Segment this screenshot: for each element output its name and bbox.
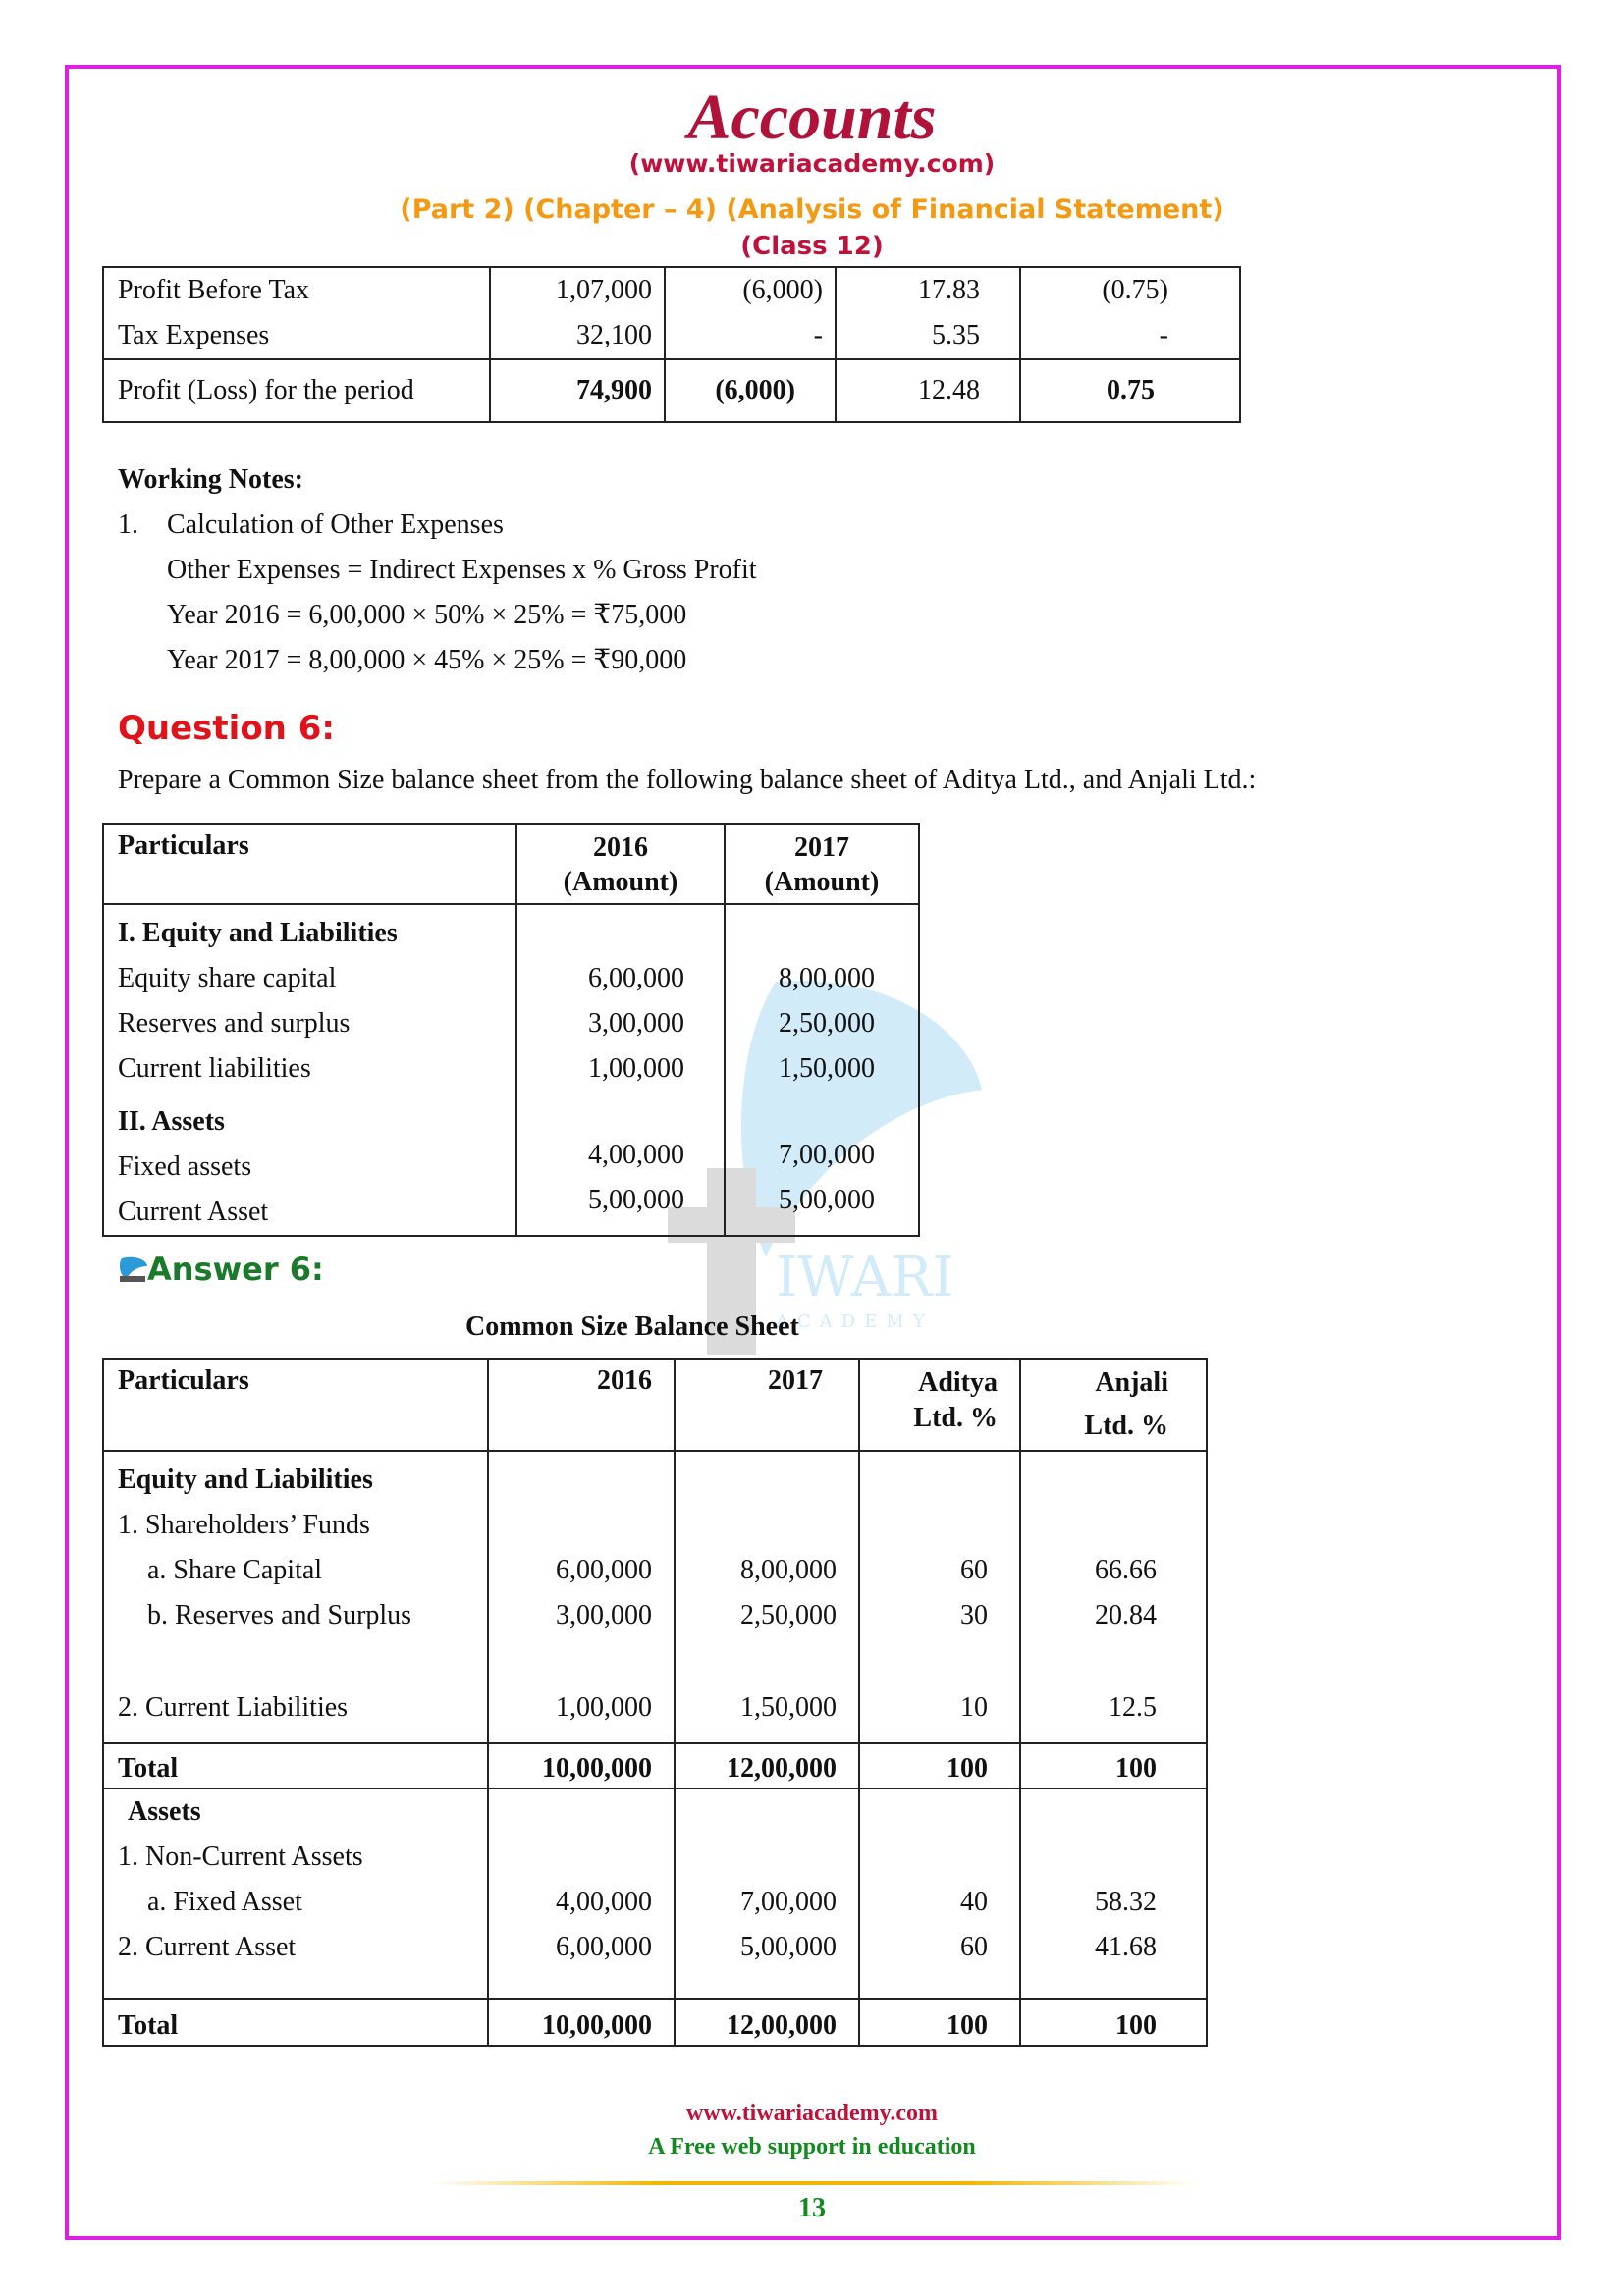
cell-value: 30 (960, 1600, 988, 1630)
cell-value: 6,00,000 (556, 1555, 652, 1585)
row-label: a. Share Capital (147, 1555, 323, 1585)
cell-value: 8,00,000 (779, 963, 875, 993)
table-row (103, 1789, 1207, 1999)
cell-value: - (1159, 320, 1168, 350)
cell-value: 17.83 (918, 275, 980, 305)
cell-value: 5,00,000 (779, 1185, 875, 1215)
row-label: Equity share capital (118, 963, 337, 993)
note-number: 1. (118, 509, 138, 540)
cell-value: 5,00,000 (740, 1932, 837, 1962)
header-particulars: Particulars (118, 830, 249, 861)
page-title: Accounts (687, 81, 937, 153)
cell-value: 58.32 (1095, 1887, 1157, 1917)
chapter-line: (Part 2) (Chapter – 4) (Analysis of Financial Statement) (400, 194, 1224, 225)
row-label: 1. Shareholders’ Funds (118, 1510, 370, 1540)
cell-value: 74,900 (576, 375, 652, 405)
row-label: Reserves and surplus (118, 1008, 351, 1039)
question-heading: Question 6: (118, 709, 335, 748)
row-label: Profit Before Tax (118, 275, 310, 305)
cell-value: 100 (947, 2010, 988, 2041)
table-row (103, 267, 1240, 359)
cell-value: 40 (960, 1887, 988, 1917)
cell-value: 3,00,000 (588, 1008, 684, 1039)
total-label: Total (118, 1753, 179, 1784)
cell-value: 1,07,000 (556, 275, 652, 305)
cell-value: 10,00,000 (542, 2010, 652, 2041)
header-amount: (Amount) (563, 867, 678, 897)
cell-value: 12,00,000 (727, 1753, 837, 1784)
footer-site-link[interactable]: www.tiwariacademy.com (686, 2101, 938, 2126)
footer-tagline: A Free web support in education (648, 2134, 976, 2160)
cell-value: 1,00,000 (588, 1053, 684, 1084)
header-percent: Ltd. % (913, 1403, 998, 1433)
header-year: 2017 (794, 832, 849, 863)
class-line: (Class 12) (740, 232, 884, 261)
cell-value: 60 (960, 1932, 988, 1962)
row-label: Tax Expenses (118, 320, 270, 350)
cell-value: 12,00,000 (727, 2010, 837, 2041)
question-text: Prepare a Common Size balance sheet from the following balance sheet of Aditya Ltd., and Anjali Ltd.: (118, 765, 1257, 795)
cell-value: 60 (960, 1555, 988, 1585)
row-label: Profit (Loss) for the period (118, 375, 414, 405)
cell-value: - (813, 320, 823, 350)
watermark-sub: ACADEMY (776, 1311, 934, 1332)
header-year: 2017 (768, 1365, 823, 1396)
note-line: Year 2017 = 8,00,000 × 45% × 25% = ₹90,000 (167, 645, 687, 675)
section-heading: Equity and Liabilities (118, 1465, 373, 1495)
cell-value: 1,50,000 (779, 1053, 875, 1084)
header-amount: (Amount) (764, 867, 880, 897)
row-label: 1. Non-Current Assets (118, 1842, 363, 1872)
cell-value: (0.75) (1102, 275, 1168, 305)
cell-value: 2,50,000 (779, 1008, 875, 1039)
note-line: Year 2016 = 6,00,000 × 50% × 25% = ₹75,000 (167, 600, 687, 630)
header-percent: Ltd. % (1084, 1411, 1168, 1441)
note-line: Calculation of Other Expenses (167, 509, 504, 540)
cell-value: 66.66 (1095, 1555, 1157, 1585)
table-row (103, 1451, 1207, 1743)
cell-value: 10 (960, 1692, 988, 1723)
cell-value: 8,00,000 (740, 1555, 837, 1585)
tiwari-logo-icon (116, 1255, 149, 1284)
section-heading: Assets (128, 1796, 201, 1827)
cell-value: 6,00,000 (588, 963, 684, 993)
table-header-row (103, 824, 919, 904)
page-number: 13 (798, 2193, 826, 2223)
cell-value: 100 (947, 1753, 988, 1784)
row-label: 2. Current Asset (118, 1932, 297, 1962)
cell-value: 41.68 (1095, 1932, 1157, 1962)
row-label: 2. Current Liabilities (118, 1692, 349, 1723)
cell-value: 5.35 (932, 320, 980, 350)
cell-value: 1,00,000 (556, 1692, 652, 1723)
cell-value: 10,00,000 (542, 1753, 652, 1784)
cell-value: 20.84 (1095, 1600, 1157, 1630)
table-caption: Common Size Balance Sheet (465, 1311, 799, 1342)
cell-value: 5,00,000 (588, 1185, 684, 1215)
cell-value: 2,50,000 (740, 1600, 837, 1630)
header-anjali: Anjali (1095, 1367, 1168, 1398)
cell-value: 3,00,000 (556, 1600, 652, 1630)
site-link[interactable]: (www.tiwariacademy.com) (628, 149, 996, 178)
row-label (118, 1638, 487, 1685)
cell-value: 12.48 (918, 375, 980, 405)
header-year: 2016 (597, 1365, 652, 1396)
watermark-word: IWARI (776, 1246, 954, 1309)
table-row (103, 359, 1240, 422)
common-size-table (102, 1358, 1208, 2047)
row-label: Current liabilities (118, 1053, 311, 1084)
cell-value: 7,00,000 (740, 1887, 837, 1917)
table-header-row (103, 1359, 1207, 1451)
row-label: Current Asset (118, 1197, 269, 1227)
cell-value: (6,000) (715, 375, 795, 405)
section-heading: II. Assets (118, 1106, 225, 1137)
cell-value: 7,00,000 (779, 1140, 875, 1170)
total-row (103, 1743, 1207, 1789)
cell-value: 100 (1115, 2010, 1157, 2041)
cell-value: 32,100 (576, 320, 652, 350)
cell-value: 1,50,000 (740, 1692, 837, 1723)
total-row (103, 1999, 1207, 2046)
cell-value: 4,00,000 (556, 1887, 652, 1917)
header-particulars: Particulars (118, 1365, 249, 1396)
cell-value: 0.75 (1107, 375, 1155, 405)
note-line: Other Expenses = Indirect Expenses x % Gross Profit (167, 555, 757, 585)
header-year: 2016 (593, 832, 648, 863)
section-heading: I. Equity and Liabilities (118, 918, 398, 948)
question-balance-table (102, 823, 920, 1237)
cell-value: 6,00,000 (556, 1932, 652, 1962)
cell-value: 12.5 (1109, 1692, 1157, 1723)
header-aditya: Aditya (918, 1367, 998, 1398)
answer-heading: Answer 6: (147, 1251, 324, 1288)
table-row (103, 904, 919, 1236)
footer-divider (432, 2181, 1198, 2185)
row-label: b. Reserves and Surplus (147, 1600, 412, 1630)
row-label: a. Fixed Asset (147, 1887, 302, 1917)
cell-value: (6,000) (742, 275, 823, 305)
cell-value: 100 (1115, 1753, 1157, 1784)
total-label: Total (118, 2010, 179, 2041)
cell-value: 4,00,000 (588, 1140, 684, 1170)
row-label: Fixed assets (118, 1151, 252, 1182)
working-notes-heading: Working Notes: (118, 464, 303, 495)
profit-table (102, 266, 1241, 423)
